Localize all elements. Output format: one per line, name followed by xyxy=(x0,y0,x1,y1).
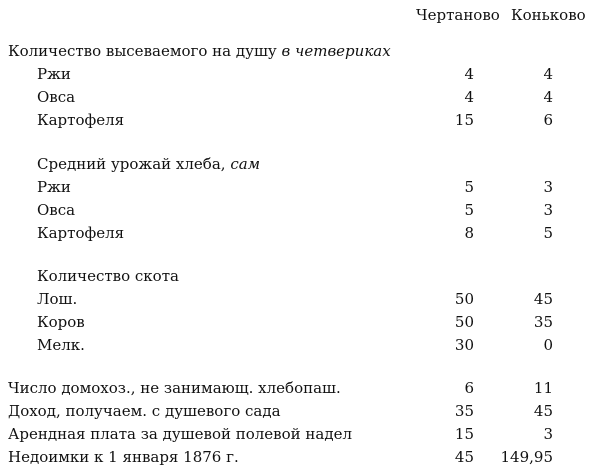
row-label: Картофеля xyxy=(37,224,125,242)
value-konkovo: 3 xyxy=(543,425,553,443)
value-konkovo: 4 xyxy=(543,65,553,83)
value-konkovo: 3 xyxy=(543,178,553,196)
value-chertanovo: 5 xyxy=(464,201,474,219)
value-chertanovo: 8 xyxy=(464,224,474,242)
value-konkovo: 0 xyxy=(543,336,553,354)
table-row xyxy=(0,109,600,131)
section-title-sowing-text xyxy=(8,40,391,62)
table-row xyxy=(0,176,600,198)
value-chertanovo: 15 xyxy=(454,111,474,129)
value-chertanovo: 4 xyxy=(464,65,474,83)
value-chertanovo: 4 xyxy=(464,88,474,106)
value-konkovo: 149,95 xyxy=(500,448,553,466)
value-chertanovo: 50 xyxy=(454,313,474,331)
sowing-title-unit: в четвериках xyxy=(281,42,391,60)
table-row xyxy=(0,400,600,422)
row-label: Недоимки к 1 января 1876 г. xyxy=(8,448,239,466)
value-konkovo: 11 xyxy=(533,379,553,397)
sowing-title-main: Количество высеваемого на душу xyxy=(8,42,277,60)
table-row xyxy=(0,63,600,85)
row-label: Коров xyxy=(37,313,85,331)
value-chertanovo: 35 xyxy=(454,402,474,420)
row-label: Картофеля xyxy=(37,111,125,129)
column-header-chertanovo: Чертаново xyxy=(416,6,500,24)
value-konkovo: 45 xyxy=(533,290,553,308)
section-title-sowing xyxy=(0,40,600,62)
value-chertanovo: 45 xyxy=(454,448,474,466)
row-label: Ржи xyxy=(37,65,71,83)
row-label: Мелк. xyxy=(37,336,85,354)
table-row xyxy=(0,288,600,310)
table-row xyxy=(0,377,600,399)
section-title-livestock-text: Количество скота xyxy=(37,267,179,285)
value-chertanovo: 15 xyxy=(454,425,474,443)
section-title-harvest-text xyxy=(37,153,260,175)
table-row xyxy=(0,199,600,221)
row-label: Арендная плата за душевой полевой надел xyxy=(8,425,352,443)
value-chertanovo: 5 xyxy=(464,178,474,196)
table-row xyxy=(0,334,600,356)
value-konkovo: 45 xyxy=(533,402,553,420)
table-row xyxy=(0,423,600,445)
table-row xyxy=(0,311,600,333)
column-header-konkovo: Коньково xyxy=(511,6,586,24)
harvest-title-unit: сам xyxy=(230,155,261,173)
table-row xyxy=(0,222,600,244)
value-chertanovo: 50 xyxy=(454,290,474,308)
value-konkovo: 5 xyxy=(543,224,553,242)
table-row xyxy=(0,86,600,108)
value-konkovo: 35 xyxy=(533,313,553,331)
section-title-harvest xyxy=(0,153,600,175)
section-title-livestock xyxy=(0,265,600,287)
row-label: Лош. xyxy=(37,290,78,308)
value-konkovo: 6 xyxy=(543,111,553,129)
value-chertanovo: 6 xyxy=(464,379,474,397)
value-konkovo: 4 xyxy=(543,88,553,106)
row-label: Овса xyxy=(37,201,76,219)
harvest-title-main: Средний урожай хлеба, xyxy=(37,155,226,173)
table-row xyxy=(0,446,600,468)
row-label: Овса xyxy=(37,88,76,106)
row-label: Число домохоз., не занимающ. хлебопаш. xyxy=(8,379,341,397)
row-label: Ржи xyxy=(37,178,71,196)
row-label: Доход, получаем. с душевого сада xyxy=(8,402,281,420)
value-konkovo: 3 xyxy=(543,201,553,219)
value-chertanovo: 30 xyxy=(454,336,474,354)
